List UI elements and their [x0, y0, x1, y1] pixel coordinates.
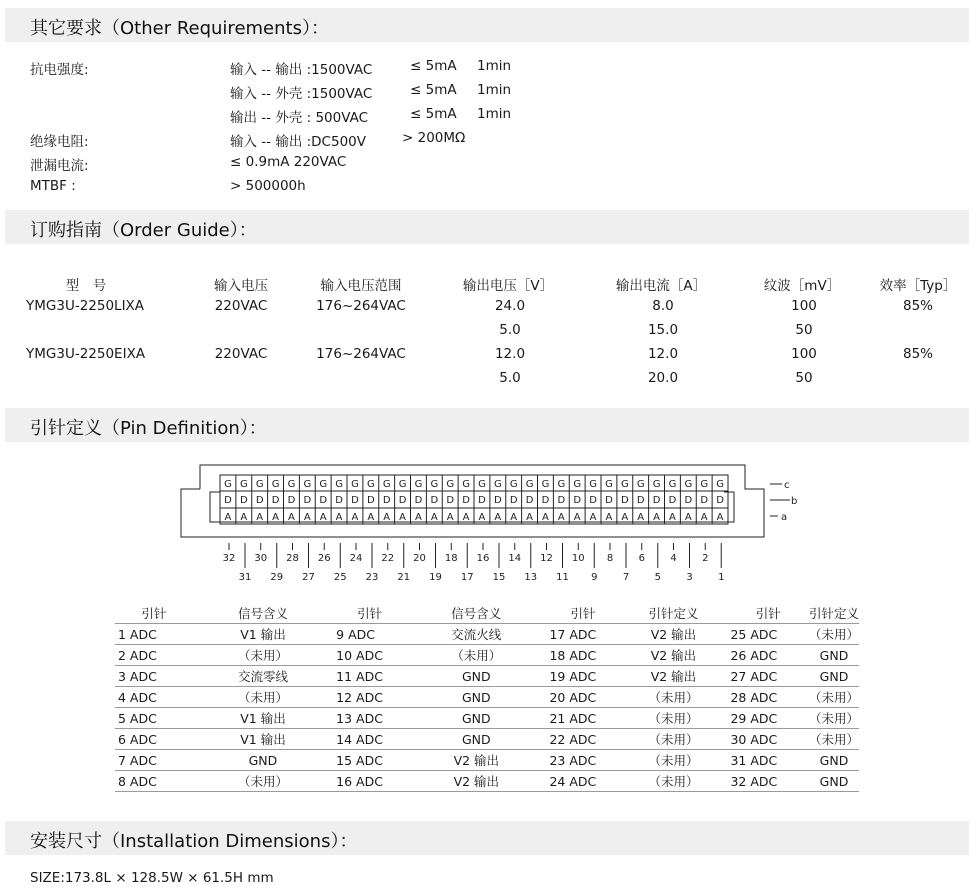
contact-d: D [224, 495, 232, 506]
contact-g: G [620, 479, 629, 490]
contact-a: A [256, 512, 264, 523]
connector-housing [181, 465, 764, 537]
pin-number-even: 16 [476, 553, 490, 564]
pin-signal-cell: V1 输出 [193, 729, 333, 750]
pin-signal-cell: GND [809, 645, 859, 666]
pin-number-even: 24 [349, 553, 363, 564]
contact-a: A [605, 512, 613, 523]
contact-d: D [700, 495, 709, 506]
pin-signal-cell: GND [406, 666, 546, 687]
req-label: 绝缘电阻: [30, 134, 89, 150]
req-value: 输出 -- 外壳 : 500VAC [230, 110, 369, 126]
contact-g: G [287, 479, 296, 490]
contact-a: A [669, 512, 676, 523]
req-value: 1min [477, 106, 512, 122]
pin-signal-cell: GND [406, 708, 546, 729]
pin-signal-cell: （未用） [406, 645, 546, 666]
pin-table-row [115, 624, 859, 645]
order-cell: 24.0 [494, 298, 526, 314]
pin-number-cell: 15 ADC [333, 750, 406, 771]
order-cell: 50 [795, 370, 813, 386]
pin-table-row [115, 708, 859, 729]
pin-number-odd: 9 [591, 572, 598, 583]
pin-number-cell: 4 ADC [115, 687, 193, 708]
order-model: YMG3U-2250LIXA [26, 298, 145, 314]
pin-signal-cell: GND [193, 750, 333, 771]
pin-number-even: 22 [381, 553, 395, 564]
contact-a: A [383, 512, 391, 523]
contact-d: D [287, 495, 296, 506]
pin-signal-cell: （未用） [193, 771, 333, 792]
contact-g: G [351, 479, 359, 490]
pin-number-cell: 11 ADC [333, 666, 406, 687]
pin-signal-cell: （未用） [809, 729, 859, 750]
contact-a: A [478, 512, 486, 523]
contact-a: A [446, 512, 454, 523]
order-header: 输入电压范围 [320, 278, 402, 294]
contact-d: D [478, 495, 486, 506]
order-header: 输出电压［V］ [462, 278, 554, 294]
contact-d: D [414, 495, 423, 506]
order-cell: 50 [795, 322, 813, 338]
order-cell: 100 [791, 346, 817, 362]
contact-g: G [700, 479, 709, 490]
contact-d: D [509, 495, 518, 506]
contact-a: A [684, 512, 692, 523]
pin-number-odd: 21 [397, 572, 411, 583]
contact-d: D [716, 495, 724, 506]
pin-number-odd: 29 [270, 572, 284, 583]
pin-number-even: 6 [638, 553, 645, 564]
pin-number-cell: 18 ADC [546, 645, 619, 666]
contact-a: A [653, 512, 660, 523]
pin-number-cell: 3 ADC [115, 666, 193, 687]
pin-number-even: 8 [606, 553, 614, 564]
order-cell: 8.0 [652, 298, 674, 314]
pin-number-cell: 22 ADC [546, 729, 619, 750]
contact-g: G [446, 479, 455, 490]
order-cell: 85% [902, 346, 934, 362]
contact-a: A [272, 512, 279, 523]
pin-number-cell: 21 ADC [546, 708, 619, 729]
pin-signal-cell: （未用） [619, 750, 727, 771]
order-cell: 5.0 [499, 322, 521, 338]
section-header-installation [5, 821, 969, 855]
req-label: 抗电强度: [30, 62, 89, 78]
pin-signal-cell: （未用） [193, 687, 333, 708]
order-cell: 12.0 [494, 346, 526, 362]
contact-g: G [414, 479, 423, 490]
contact-d: D [446, 495, 455, 506]
contact-a: A [510, 512, 518, 523]
pin-number-even: 14 [508, 553, 522, 564]
pin-table-header: 引针定义 [648, 606, 699, 621]
pin-number-cell: 30 ADC [727, 729, 809, 750]
contact-d: D [255, 495, 264, 506]
req-value: > 200MΩ [402, 130, 466, 146]
contact-d: D [605, 495, 613, 506]
pin-signal-cell: （未用） [809, 708, 859, 729]
contact-a: A [335, 512, 343, 523]
pin-number-cell: 14 ADC [333, 729, 406, 750]
contact-a: A [351, 512, 359, 523]
pin-number-odd: 3 [686, 572, 693, 583]
pin-signal-cell: V1 输出 [193, 624, 333, 645]
pin-number-even: 4 [670, 553, 677, 564]
pin-number-odd: 5 [654, 572, 661, 583]
order-cell: 220VAC [214, 346, 268, 362]
contact-g: G [589, 479, 597, 490]
contact-a: A [542, 512, 549, 523]
contact-d: D [303, 495, 312, 506]
contact-a: A [319, 512, 327, 523]
contact-g: G [716, 479, 724, 490]
pin-number-even: 26 [317, 553, 331, 564]
pin-number-cell: 28 ADC [727, 687, 809, 708]
contact-d: D [525, 495, 534, 506]
contact-g: G [366, 479, 375, 490]
pin-number-even: 10 [571, 553, 585, 564]
order-header: 纹波［mV］ [763, 278, 841, 294]
pin-number-cell: 32 ADC [727, 771, 809, 792]
pin-signal-cell: （未用） [809, 687, 859, 708]
contact-d: D [319, 495, 328, 506]
contact-a: A [700, 512, 708, 523]
contact-a: A [526, 512, 533, 523]
order-header: 型 号 [65, 278, 107, 294]
contact-d: D [684, 495, 693, 506]
pin-number-cell: 23 ADC [546, 750, 619, 771]
pin-number-cell: 20 ADC [546, 687, 619, 708]
contact-g: G [541, 479, 550, 490]
order-cell: 5.0 [499, 370, 521, 386]
pin-number-cell: 1 ADC [115, 624, 193, 645]
contact-d: D [493, 495, 502, 506]
contact-a: A [716, 512, 724, 523]
contact-a: A [288, 512, 295, 523]
pin-number-even: 20 [413, 553, 426, 564]
contact-g: G [255, 479, 264, 490]
order-cell: 20.0 [647, 370, 679, 386]
pin-table-row [115, 750, 859, 771]
contact-d: D [382, 495, 391, 506]
contact-g: G [605, 479, 613, 490]
req-value: ≤ 0.9mA 220VAC [230, 154, 347, 170]
pin-signal-cell: （未用） [193, 645, 333, 666]
pin-numbers [223, 543, 725, 583]
pin-number-odd: 15 [492, 572, 506, 583]
pin-signal-cell: GND [809, 750, 859, 771]
contact-d: D [366, 495, 375, 506]
pin-table-header: 引针 [570, 606, 596, 621]
contact-d: D [335, 495, 343, 506]
contact-g: G [652, 479, 661, 490]
pin-table-row [115, 771, 859, 792]
pin-signal-cell: V2 输出 [619, 645, 727, 666]
pin-number-odd: 13 [524, 572, 538, 583]
contact-d: D [636, 495, 645, 506]
contact-cells [220, 475, 728, 524]
order-cell: 85% [902, 298, 934, 314]
req-value: ≤ 5mA [410, 58, 457, 74]
req-value: ≤ 5mA [410, 82, 457, 98]
contact-d: D [573, 495, 582, 506]
pin-table-header: 信号含义 [451, 606, 502, 621]
section-title: 订购指南（Order Guide）： [30, 220, 257, 241]
contact-a: A [557, 512, 565, 523]
section-title: 其它要求（Other Requirements）： [30, 18, 329, 39]
pin-table-row [115, 645, 859, 666]
req-value: ≤ 5mA [410, 106, 457, 122]
order-header: 输入电压 [214, 278, 268, 294]
pin-signal-cell: V2 输出 [406, 771, 546, 792]
pin-table-header: 引针 [755, 606, 781, 621]
pin-signal-cell: （未用） [809, 624, 859, 645]
contact-a: A [224, 512, 232, 523]
row-c-label: c [784, 480, 790, 491]
contact-g: G [430, 479, 439, 490]
pin-signal-cell: GND [406, 729, 546, 750]
contact-a: A [621, 512, 629, 523]
contact-a: A [399, 512, 406, 523]
pin-number-cell: 2 ADC [115, 645, 193, 666]
pin-signal-cell: 交流火线 [406, 624, 546, 645]
pin-table-header: 信号含义 [237, 606, 288, 621]
order-cell: 12.0 [647, 346, 679, 362]
contact-d: D [462, 495, 470, 506]
contact-g: G [462, 479, 470, 490]
pin-number-cell: 7 ADC [115, 750, 193, 771]
pin-number-cell: 19 ADC [546, 666, 619, 687]
pin-number-cell: 10 ADC [333, 645, 406, 666]
pin-signal-cell: V2 输出 [619, 666, 727, 687]
pin-number-odd: 11 [556, 572, 569, 583]
order-cell: 220VAC [214, 298, 268, 314]
pin-signal-cell: （未用） [619, 771, 727, 792]
pin-table-row [115, 729, 859, 750]
row-b-label: b [791, 496, 798, 507]
req-label: MTBF : [30, 178, 76, 194]
pin-number-even: 12 [540, 553, 553, 564]
contact-a: A [462, 512, 470, 523]
pin-table-header: 引针 [357, 606, 383, 621]
pin-number-cell: 12 ADC [333, 687, 406, 708]
pin-number-odd: 31 [238, 572, 252, 583]
contact-a: A [573, 512, 581, 523]
pin-signal-cell: （未用） [619, 729, 727, 750]
pin-number-cell: 24 ADC [546, 771, 619, 792]
contact-d: D [668, 495, 677, 506]
pin-number-cell: 26 ADC [727, 645, 809, 666]
section-title: 引针定义（Pin Definition）： [30, 418, 267, 439]
order-header: 输出电流［A］ [615, 278, 707, 294]
contact-d: D [541, 495, 550, 506]
pin-number-even: 18 [444, 553, 458, 564]
contact-g: G [398, 479, 407, 490]
pin-table-row [115, 687, 859, 708]
pin-number-odd: 1 [718, 572, 725, 583]
contact-d: D [351, 495, 359, 506]
contact-a: A [430, 512, 438, 523]
pin-signal-cell: GND [406, 687, 546, 708]
pin-number-cell: 8 ADC [115, 771, 193, 792]
order-header: 效率［Typ］ [879, 278, 957, 294]
req-value: 1min [477, 58, 512, 74]
order-cell: 100 [791, 298, 817, 314]
pin-number-cell: 9 ADC [333, 624, 406, 645]
pin-number-cell: 25 ADC [727, 624, 809, 645]
pin-definition-table [115, 603, 859, 792]
req-value: 输入 -- 输出 :1500VAC [230, 62, 373, 78]
contact-g: G [493, 479, 502, 490]
pin-table-header: 引针定义 [808, 606, 859, 621]
pin-table-header: 引针 [141, 606, 167, 621]
pin-number-odd: 23 [365, 572, 379, 583]
pin-number-cell: 6 ADC [115, 729, 193, 750]
contact-g: G [557, 479, 566, 490]
contact-d: D [430, 495, 439, 506]
pin-number-cell: 16 ADC [333, 771, 406, 792]
contact-d: D [271, 495, 280, 506]
size-text: SIZE:173.8L × 128.5W × 61.5H mm [30, 870, 274, 886]
pin-number-even: 28 [286, 553, 299, 564]
pin-number-odd: 25 [333, 572, 347, 583]
contact-g: G [684, 479, 693, 490]
pin-number-cell: 13 ADC [333, 708, 406, 729]
pin-number-cell: 27 ADC [727, 666, 809, 687]
contact-d: D [557, 495, 566, 506]
contact-d: D [239, 495, 248, 506]
pin-number-even: 30 [254, 553, 268, 564]
pin-number-odd: 27 [302, 572, 315, 583]
pin-signal-cell: GND [809, 666, 859, 687]
contact-a: A [589, 512, 597, 523]
req-value: 输入 -- 输出 :DC500V [230, 134, 366, 150]
pin-signal-cell: V1 输出 [193, 708, 333, 729]
pin-number-cell: 29 ADC [727, 708, 809, 729]
pin-signal-cell: （未用） [619, 687, 727, 708]
pin-number-odd: 17 [460, 572, 474, 583]
req-value: 1min [477, 82, 512, 98]
pin-number-even: 32 [222, 553, 236, 564]
contact-g: G [668, 479, 677, 490]
pin-number-cell: 17 ADC [546, 624, 619, 645]
req-value: 输入 -- 外壳 :1500VAC [230, 86, 373, 102]
pin-number-odd: 7 [622, 572, 630, 583]
pin-number-even: 2 [702, 553, 709, 564]
contact-g: G [636, 479, 645, 490]
contact-g: G [478, 479, 486, 490]
contact-g: G [271, 479, 280, 490]
contact-a: A [637, 512, 645, 523]
row-a-label: a [781, 512, 788, 523]
pin-table-row [115, 666, 859, 687]
pin-signal-cell: GND [809, 771, 859, 792]
contact-g: G [303, 479, 312, 490]
contact-a: A [494, 512, 502, 523]
order-cell: 176~264VAC [316, 298, 406, 314]
contact-g: G [525, 479, 534, 490]
pin-signal-cell: 交流零线 [193, 666, 333, 687]
req-value: > 500000h [230, 178, 306, 194]
contact-g: G [382, 479, 391, 490]
contact-g: G [239, 479, 248, 490]
section-title: 安装尺寸（Installation Dimensions）： [30, 831, 358, 852]
pin-number-cell: 31 ADC [727, 750, 809, 771]
order-cell: 176~264VAC [316, 346, 406, 362]
contact-d: D [620, 495, 629, 506]
req-label: 泄漏电流: [30, 158, 89, 174]
contact-g: G [224, 479, 232, 490]
pin-number-odd: 19 [429, 572, 442, 583]
order-model: YMG3U-2250EIXA [26, 346, 146, 362]
contact-a: A [240, 512, 248, 523]
contact-a: A [303, 512, 311, 523]
contact-d: D [398, 495, 407, 506]
contact-g: G [319, 479, 328, 490]
contact-d: D [652, 495, 661, 506]
contact-g: G [573, 479, 582, 490]
pin-table-header-row [115, 603, 859, 624]
contact-a: A [367, 512, 375, 523]
order-cell: 15.0 [647, 322, 679, 338]
contact-g: G [509, 479, 518, 490]
pin-number-cell: 5 ADC [115, 708, 193, 729]
contact-g: G [335, 479, 343, 490]
pin-signal-cell: V2 输出 [619, 624, 727, 645]
contact-d: D [589, 495, 597, 506]
pin-signal-cell: V2 输出 [406, 750, 546, 771]
pin-signal-cell: （未用） [619, 708, 727, 729]
contact-a: A [415, 512, 422, 523]
